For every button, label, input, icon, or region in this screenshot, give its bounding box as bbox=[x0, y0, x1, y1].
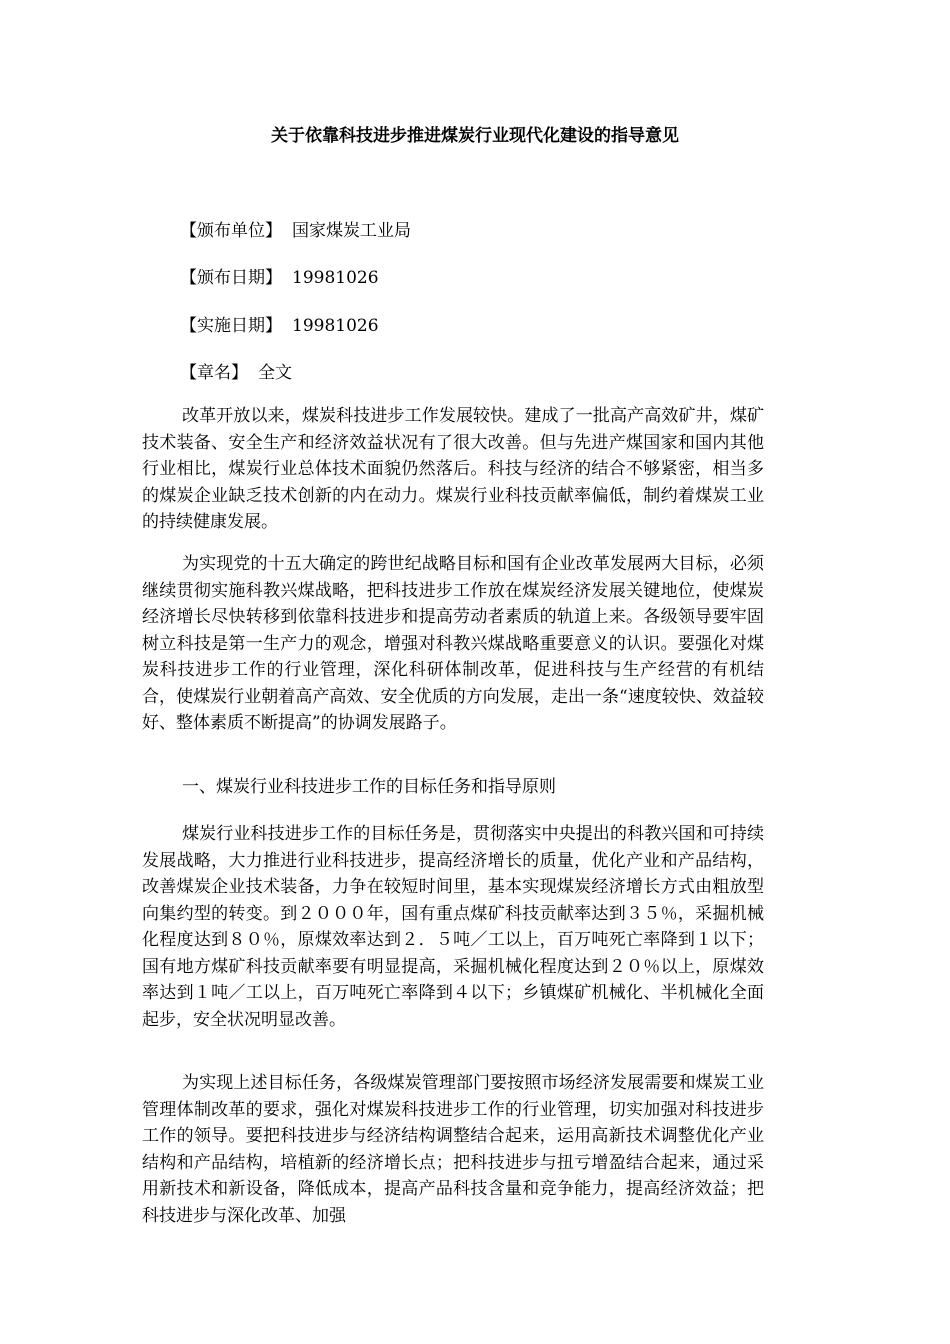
meta-chapter bbox=[180, 361, 292, 385]
meta-label: 【颁布日期】 bbox=[180, 268, 282, 288]
body-paragraph: 为实现上述目标任务，各级煤炭管理部门要按照市场经济发展需要和煤炭工业管理体制改革的要求，强化对煤炭科技进步工作的行业管理，切实加强对科技进步工作的领导。要把科技进步与经济结构调整结合起来，运用高新技术调整优化产业结构和产品结构，培植新的经济增长点；把科技进步与扭亏增盈结合起来，通过采用新技术和新设备，降低成本，提高产品科技含量和竞争能力，提高经济效益；把科技进步与深化改革、加强 bbox=[142, 1073, 764, 1226]
meta-value: 国家煤炭工业局 bbox=[292, 221, 411, 241]
document-title: 关于依靠科技进步推进煤炭行业现代化建设的指导意见 bbox=[271, 126, 679, 146]
meta-issuer bbox=[180, 219, 411, 243]
body-paragraph: 改革开放以来，煤炭科技进步工作发展较快。建成了一批高产高效矿井，煤矿技术装备、安全生产和经济效益状况有了很大改善。但与先进产煤国家和国内其他行业相比，煤炭行业总体技术面貌仍然落后。科技与经济的结合不够紧密，相当多的煤炭企业缺乏技术创新的内在动力。煤炭行业科技贡献率偏低，制约着煤炭工业的持续健康发展。 bbox=[142, 406, 764, 532]
meta-issue-date bbox=[180, 266, 379, 290]
meta-value: 19981026 bbox=[292, 316, 379, 336]
meta-value: 全文 bbox=[258, 363, 292, 383]
section-heading: 一、煤炭行业科技进步工作的目标任务和指导原则 bbox=[182, 777, 556, 797]
meta-label: 【颁布单位】 bbox=[180, 221, 282, 241]
meta-label: 【实施日期】 bbox=[180, 316, 282, 336]
meta-value: 19981026 bbox=[292, 268, 379, 288]
body-paragraph: 煤炭行业科技进步工作的目标任务是，贯彻落实中央提出的科教兴国和可持续发展战略，大力推进行业科技进步，提高经济增长的质量，优化产业和产品结构，改善煤炭企业技术装备，力争在较短时间里，基本实现煤炭经济增长方式由粗放型向集约型的转变。到２０００年，国有重点煤矿科技贡献率达到３５％，采掘机械化程度达到８０％，原煤效率达到２．５吨／工以上，百万吨死亡率降到１以下；国有地方煤矿科技贡献率要有明显提高，采掘机械化程度达到２０％以上，原煤效率达到１吨／工以上，百万吨死亡率降到４以下；乡镇煤矿机械化、半机械化全面起步，安全状况明显改善。 bbox=[142, 824, 764, 1030]
body-paragraph: 为实现党的十五大确定的跨世纪战略目标和国有企业改革发展两大目标，必须继续贯彻实施科教兴煤战略，把科技进步工作放在煤炭经济发展关键地位，使煤炭经济增长尽快转移到依靠科技进步和提高劳动者素质的轨道上来。各级领导要牢固树立科技是第一生产力的观念，增强对科教兴煤战略重要意义的认识。要强化对煤炭科技进步工作的行业管理，深化科研体制改革，促进科技与生产经营的有机结合，使煤炭行业朝着高产高效、安全优质的方向发展，走出一条“速度较快、效益较好、整体素质不断提高”的协调发展路子。 bbox=[142, 554, 764, 733]
meta-effective-date bbox=[180, 314, 379, 338]
meta-label: 【章名】 bbox=[180, 363, 248, 383]
